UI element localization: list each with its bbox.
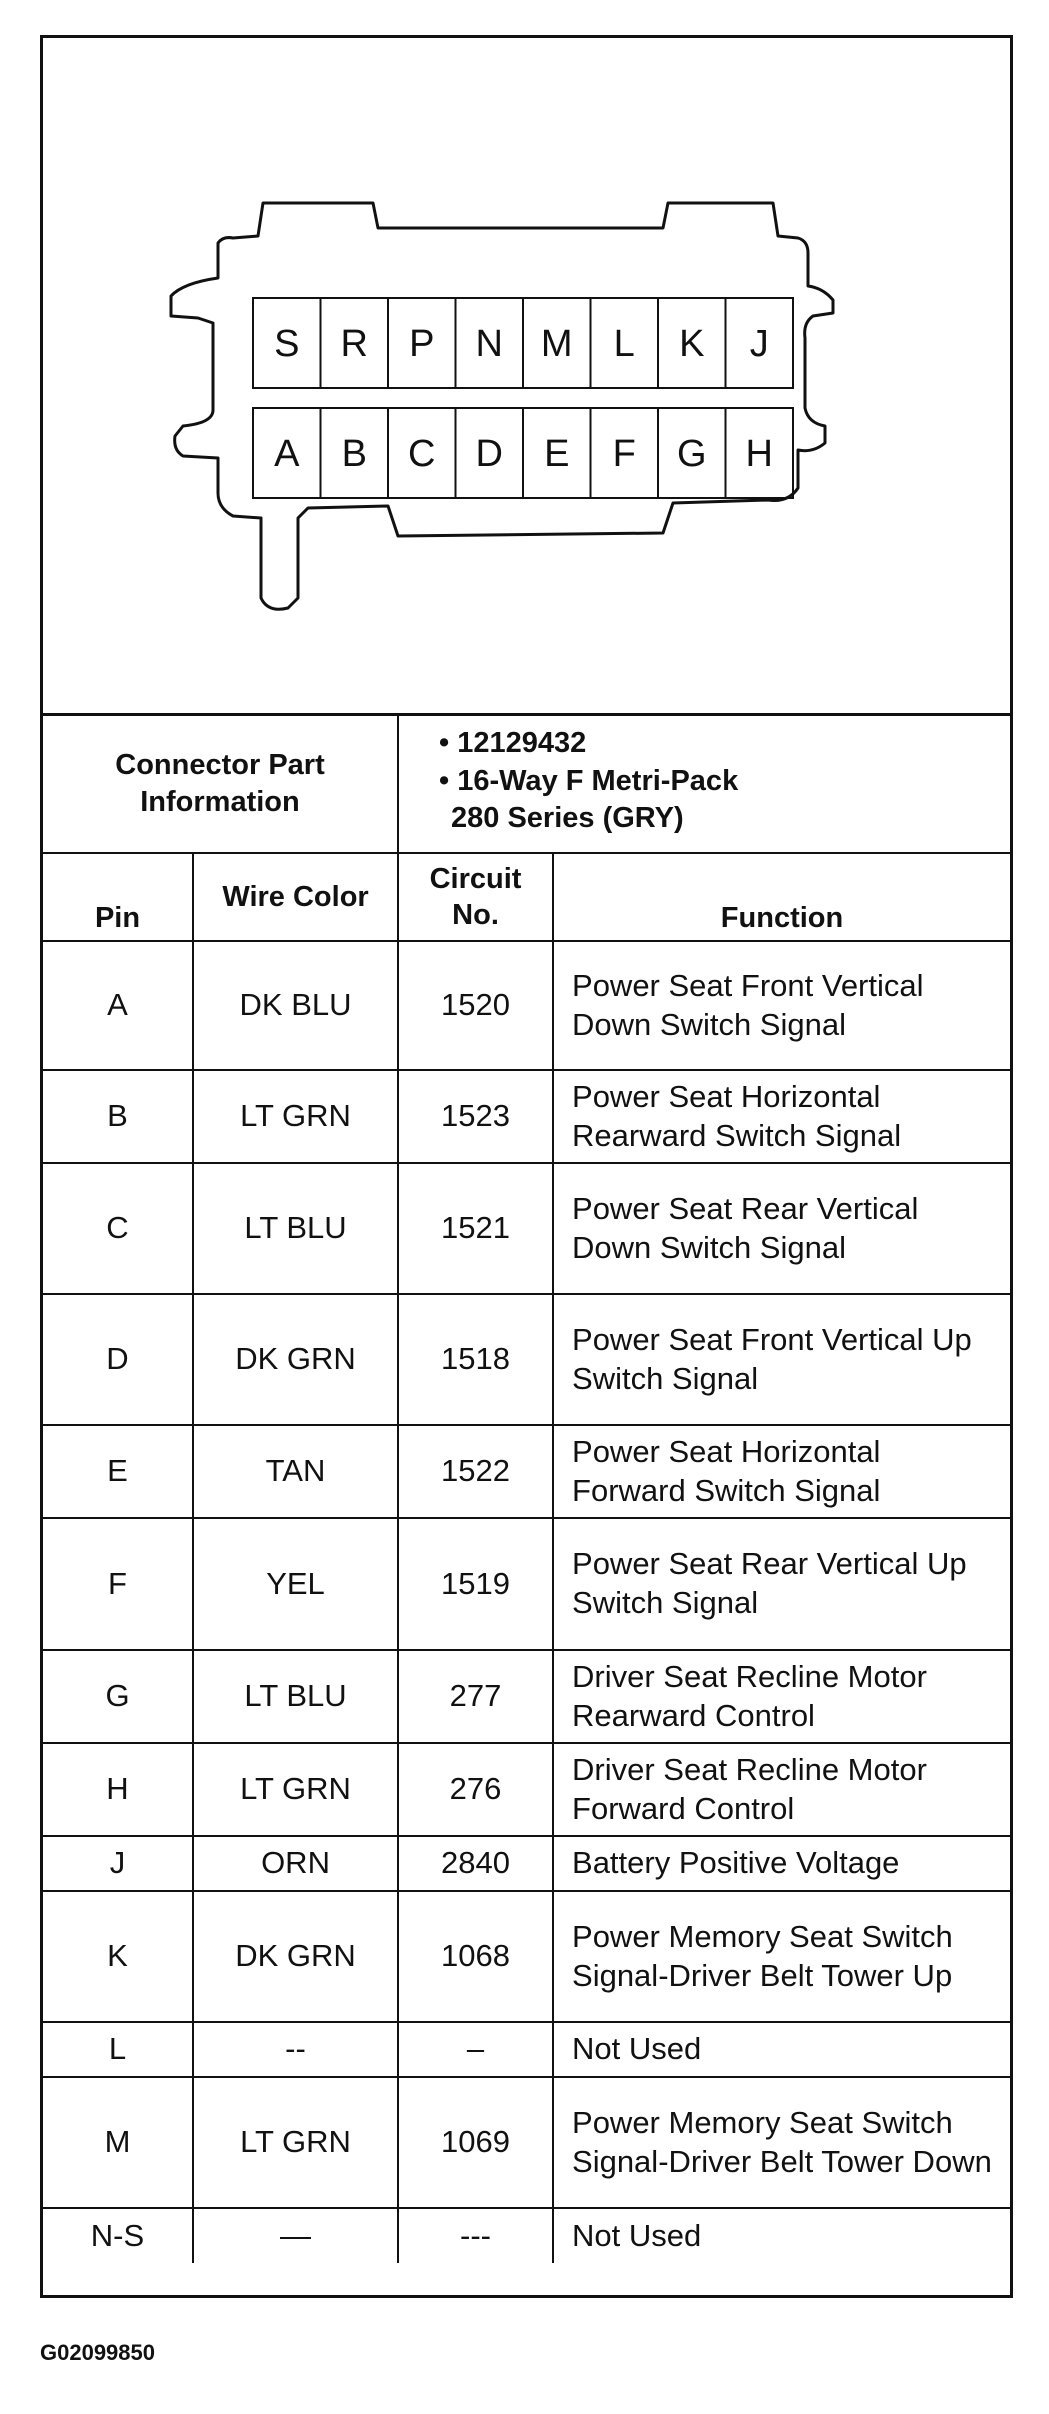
pin-cell: A [43,941,193,1070]
wire-color-cell: LT BLU [193,1163,398,1294]
pin-label-n: N [475,323,503,365]
pin-cell: J [43,1836,193,1891]
circuit-cell: 1520 [398,941,553,1070]
circuit-cell: 1523 [398,1070,553,1163]
table-row [43,1891,1010,2022]
pin-cell: B [43,1070,193,1163]
function-cell: Driver Seat Recline Motor Rearward Control [553,1650,1010,1743]
pin-cell: K [43,1891,193,2022]
part-number: • 12129432 [439,727,587,759]
pin-label-s: S [274,323,300,365]
connector-part-info-text: Connector Part Information [115,749,325,818]
function-cell: Power Memory Seat Switch Signal-Driver Belt Tower Up [553,1891,1010,2022]
pin-cell: F [43,1518,193,1650]
table-row [43,2208,1010,2263]
pin-label-r: R [340,323,368,365]
function-cell: Not Used [553,2208,1010,2263]
pin-cell: N-S [43,2208,193,2263]
table-row [43,1294,1010,1425]
function-cell: Power Memory Seat Switch Signal-Driver Belt Tower Down [553,2077,1010,2208]
pin-cell: L [43,2022,193,2077]
pin-label-g: G [676,433,707,475]
wire-color-cell: ORN [193,1836,398,1891]
circuit-cell: – [398,2022,553,2077]
function-cell: Battery Positive Voltage [553,1836,1010,1891]
pin-cell: G [43,1650,193,1743]
top-pin-row [274,298,769,388]
pin-header: Pin [43,853,193,941]
pin-cell: C [43,1163,193,1294]
figure-id: G02099850 [40,2340,155,2365]
pin-label-m: M [540,323,573,365]
circuit-cell: 1068 [398,1891,553,2022]
function-cell: Power Seat Front Vertical Up Switch Signal [553,1294,1010,1425]
circuit-cell: 1519 [398,1518,553,1650]
function-cell: Power Seat Front Vertical Down Switch Signal [553,941,1010,1070]
wire-color-cell: LT GRN [193,1743,398,1836]
circuit-header: Circuit No. [398,853,553,941]
connector-part-info-label [43,714,398,853]
function-cell: Power Seat Rear Vertical Up Switch Signal [553,1518,1010,1650]
wire-color-cell: DK GRN [193,1294,398,1425]
table-row [43,1650,1010,1743]
wire-color-cell: TAN [193,1425,398,1518]
circuit-cell: 276 [398,1743,553,1836]
wire-color-cell: LT BLU [193,1650,398,1743]
pin-table [43,713,1010,2263]
pin-label-h: H [745,433,773,475]
pin-label-j: J [749,323,769,365]
table-row [43,1163,1010,1294]
connector-end-view-frame [40,35,1013,2298]
wire-color-cell: DK GRN [193,1891,398,2022]
circuit-cell: 1518 [398,1294,553,1425]
connector-description: • 16-Way F Metri-Pack [439,764,739,797]
wire-color-cell: -- [193,2022,398,2077]
table-row [43,1836,1010,1891]
table-header-row [43,853,1010,941]
connector-diagram [43,38,1010,716]
pin-label-l: L [613,323,635,365]
circuit-cell: 1522 [398,1425,553,1518]
connector-series: 280 Series (GRY) [451,802,684,835]
connector-outline [43,38,1010,713]
function-cell: Power Seat Horizontal Forward Switch Signal [553,1425,1010,1518]
pin-label-e: E [544,433,570,475]
table-row [43,1518,1010,1650]
pin-cell: H [43,1743,193,1836]
pin-cell: D [43,1294,193,1425]
function-cell: Driver Seat Recline Motor Forward Control [553,1743,1010,1836]
circuit-cell: 2840 [398,1836,553,1891]
circuit-cell: --- [398,2208,553,2263]
table-row [43,1070,1010,1163]
pin-label-d: D [475,433,503,475]
circuit-cell: 1069 [398,2077,553,2208]
table-row [43,1425,1010,1518]
connector-info-row [43,714,1010,853]
pin-label-c: C [408,433,436,475]
wire-color-cell: DK BLU [193,941,398,1070]
bottom-pin-row [274,408,773,498]
wire-color-header: Wire Color [193,853,398,941]
wire-color-cell: YEL [193,1518,398,1650]
pin-label-b: B [341,433,367,475]
function-header: Function [553,853,1010,941]
circuit-cell: 277 [398,1650,553,1743]
pin-label-p: P [409,323,435,365]
table-row [43,2077,1010,2208]
wire-color-cell: LT GRN [193,1070,398,1163]
table-row [43,2022,1010,2077]
pin-label-f: F [612,433,636,475]
function-cell: Power Seat Horizontal Rearward Switch Signal [553,1070,1010,1163]
pin-cell: M [43,2077,193,2208]
wire-color-cell: LT GRN [193,2077,398,2208]
table-row [43,941,1010,1070]
wire-color-cell: — [193,2208,398,2263]
pin-cell: E [43,1425,193,1518]
connector-part-info-values [398,714,1010,853]
function-cell: Not Used [553,2022,1010,2077]
pin-label-a: A [274,433,300,475]
table-row [43,1743,1010,1836]
function-cell: Power Seat Rear Vertical Down Switch Signal [553,1163,1010,1294]
circuit-cell: 1521 [398,1163,553,1294]
pin-label-k: K [679,323,705,365]
